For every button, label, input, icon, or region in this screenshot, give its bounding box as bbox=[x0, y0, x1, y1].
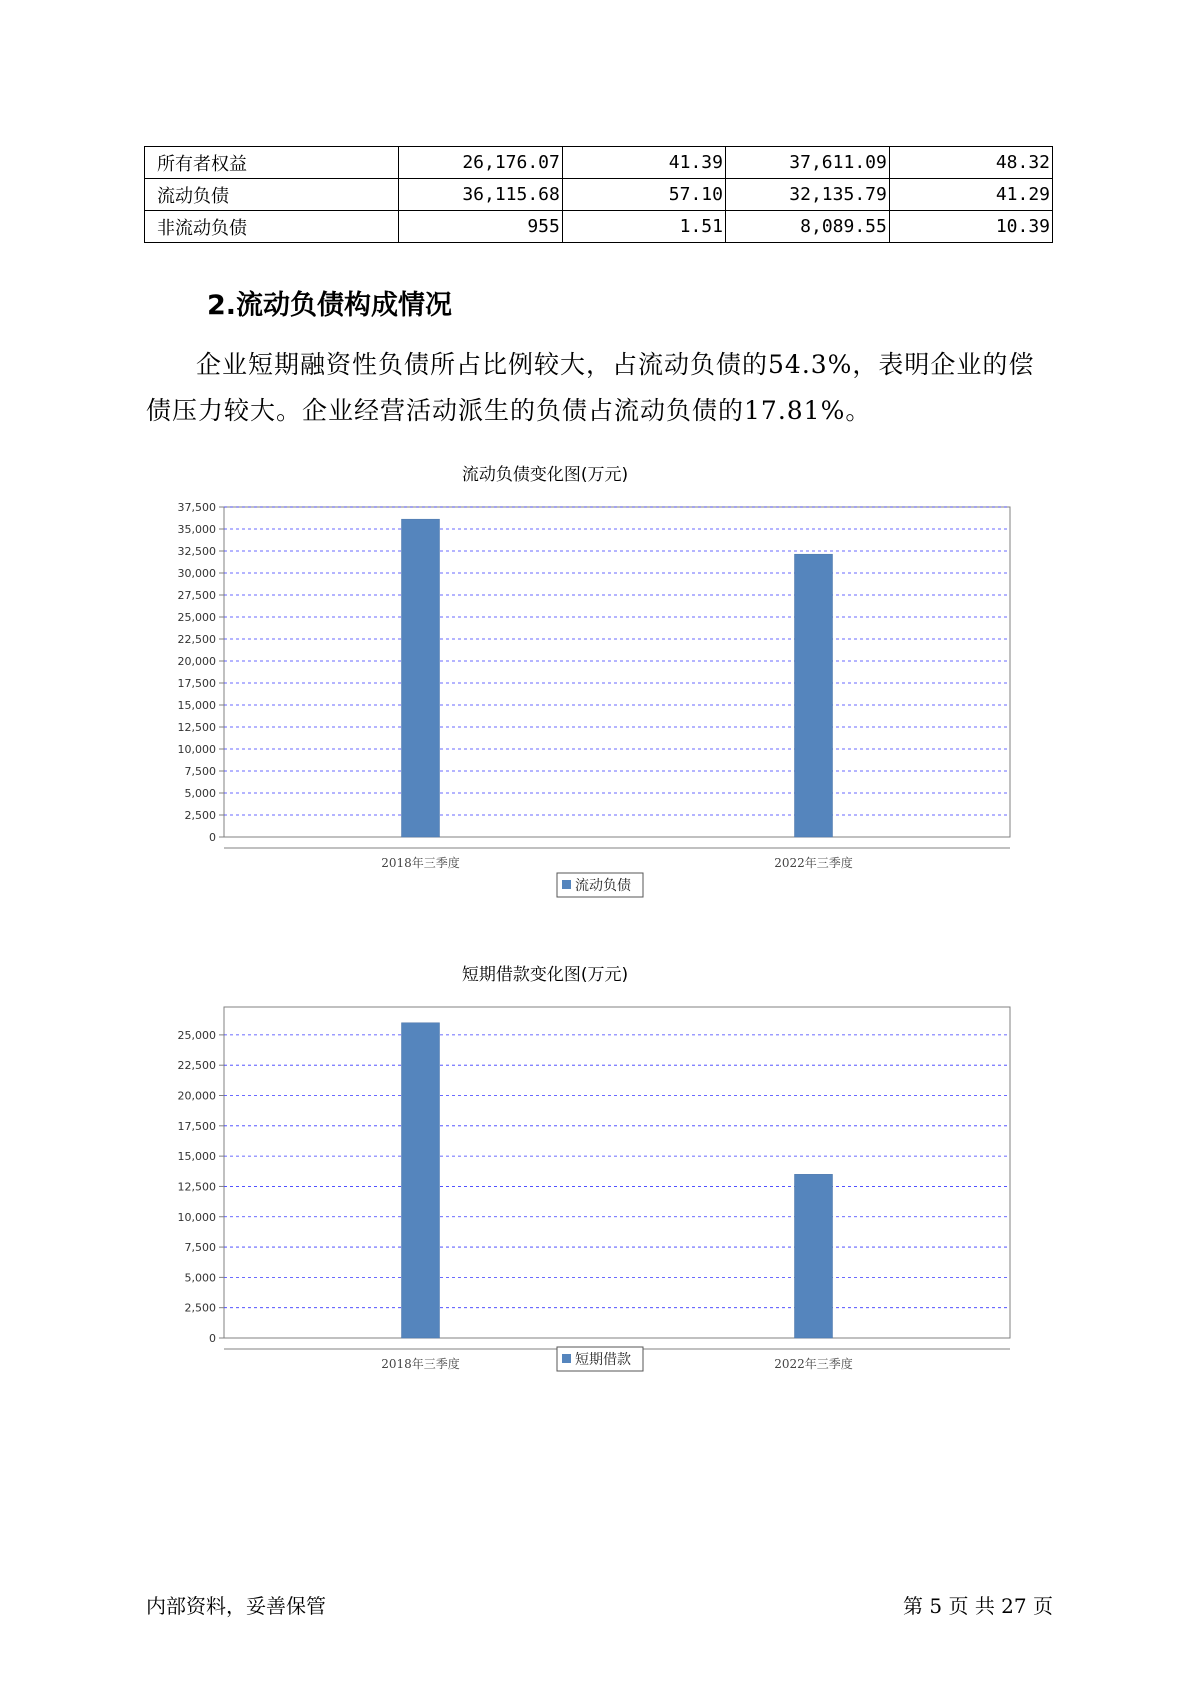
data-table bbox=[144, 146, 1053, 243]
y-tick-label: 5,000 bbox=[184, 1271, 216, 1285]
legend-swatch bbox=[562, 880, 571, 889]
y-tick-label: 10,000 bbox=[177, 1210, 216, 1224]
y-tick-label: 22,500 bbox=[177, 633, 216, 646]
cell-value: 41.29 bbox=[889, 179, 1052, 211]
table-row bbox=[145, 211, 1053, 243]
footer-page-number: 第 5 页 共 27 页 bbox=[903, 1594, 1053, 1618]
cell-value: 8,089.55 bbox=[725, 211, 889, 243]
legend-swatch bbox=[562, 1354, 571, 1363]
y-tick-label: 7,500 bbox=[184, 1241, 216, 1255]
y-tick-label: 2,500 bbox=[184, 809, 216, 822]
short-term-loans-chart bbox=[150, 955, 1020, 1385]
y-tick-label: 27,500 bbox=[177, 589, 216, 602]
y-tick-label: 15,000 bbox=[177, 699, 216, 712]
y-tick-label: 20,000 bbox=[177, 1089, 216, 1103]
table-row bbox=[145, 147, 1053, 179]
x-tick-label: 2018年三季度 bbox=[381, 856, 460, 870]
y-tick-label: 25,000 bbox=[177, 611, 216, 624]
y-tick-label: 12,500 bbox=[177, 1180, 216, 1194]
bar bbox=[402, 1023, 440, 1338]
cell-value: 32,135.79 bbox=[725, 179, 889, 211]
y-tick-label: 10,000 bbox=[177, 743, 216, 756]
cell-value: 37,611.09 bbox=[725, 147, 889, 179]
legend-label: 流动负债 bbox=[575, 878, 631, 894]
y-tick-label: 17,500 bbox=[177, 677, 216, 690]
y-tick-label: 15,000 bbox=[177, 1150, 216, 1164]
footer-confidential: 内部资料，妥善保管 bbox=[146, 1594, 326, 1618]
bar bbox=[795, 1174, 833, 1338]
legend-label: 短期借款 bbox=[575, 1352, 631, 1368]
x-tick-label: 2018年三季度 bbox=[381, 1357, 460, 1371]
y-tick-label: 0 bbox=[209, 831, 216, 844]
y-tick-label: 17,500 bbox=[177, 1119, 216, 1133]
y-tick-label: 2,500 bbox=[184, 1301, 216, 1315]
y-tick-label: 7,500 bbox=[184, 765, 216, 778]
y-tick-label: 32,500 bbox=[177, 545, 216, 558]
y-tick-label: 30,000 bbox=[177, 567, 216, 580]
y-tick-label: 0 bbox=[209, 1332, 216, 1345]
bar bbox=[402, 519, 440, 837]
bar bbox=[795, 554, 833, 837]
y-tick-label: 20,000 bbox=[177, 655, 216, 668]
plot-area bbox=[224, 1007, 1010, 1338]
plot-area bbox=[224, 507, 1010, 837]
cell-value: 36,115.68 bbox=[398, 179, 562, 211]
cell-value: 10.39 bbox=[889, 211, 1052, 243]
row-label: 非流动负债 bbox=[145, 211, 399, 243]
cell-value: 955 bbox=[398, 211, 562, 243]
row-label: 所有者权益 bbox=[145, 147, 399, 179]
section-heading: 2.流动负债构成情况 bbox=[207, 290, 453, 321]
cell-value: 1.51 bbox=[562, 211, 725, 243]
cell-value: 41.39 bbox=[562, 147, 725, 179]
cell-value: 57.10 bbox=[562, 179, 725, 211]
y-tick-label: 22,500 bbox=[177, 1059, 216, 1073]
y-tick-label: 35,000 bbox=[177, 523, 216, 536]
y-tick-label: 12,500 bbox=[177, 721, 216, 734]
section-paragraph: 企业短期融资性负债所占比例较大，占流动负债的54.3%，表明企业的偿债压力较大。企业经营活动派生的负债占流动负债的17.81%。 bbox=[146, 350, 1035, 425]
x-tick-label: 2022年三季度 bbox=[774, 1357, 853, 1371]
table-row bbox=[145, 179, 1053, 211]
current-liabilities-chart bbox=[150, 455, 1020, 915]
row-label: 流动负债 bbox=[145, 179, 399, 211]
y-tick-label: 37,500 bbox=[177, 501, 216, 514]
x-tick-label: 2022年三季度 bbox=[774, 856, 853, 870]
chart-title: 短期借款变化图(万元) bbox=[461, 965, 629, 985]
cell-value: 26,176.07 bbox=[398, 147, 562, 179]
cell-value: 48.32 bbox=[889, 147, 1052, 179]
y-tick-label: 25,000 bbox=[177, 1028, 216, 1042]
y-tick-label: 5,000 bbox=[184, 787, 216, 800]
chart-title: 流动负债变化图(万元) bbox=[461, 465, 629, 485]
